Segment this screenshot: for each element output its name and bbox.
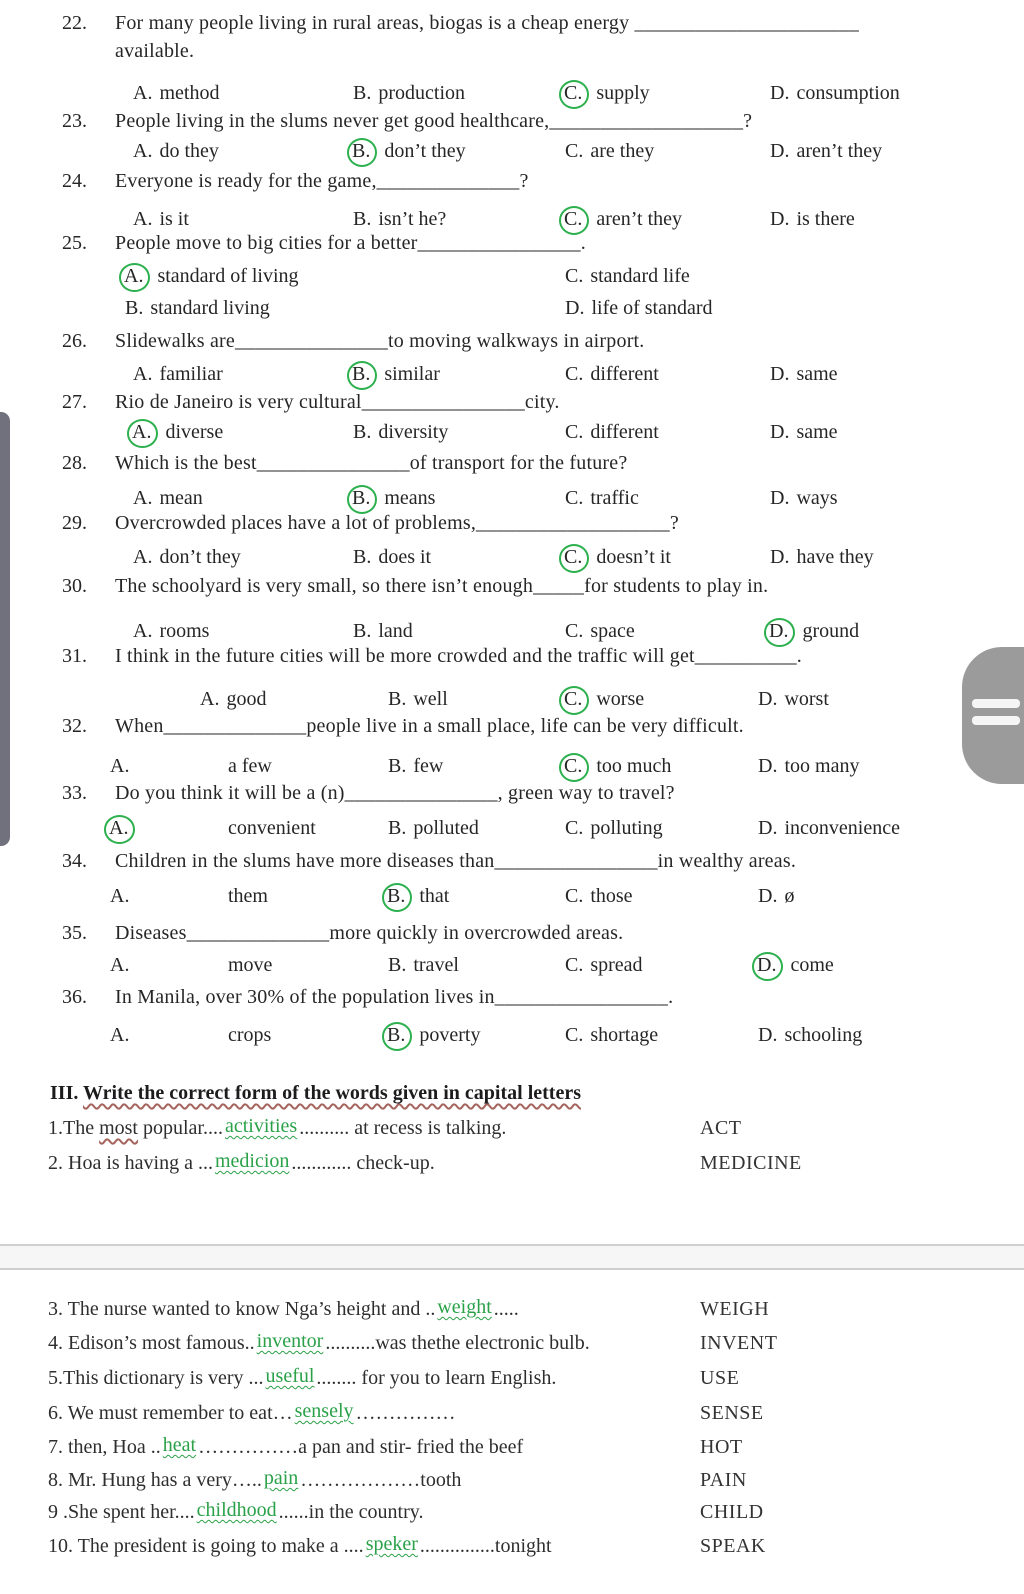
option-label: does it — [378, 546, 432, 568]
option-a — [125, 265, 299, 290]
item-text: popular.... — [138, 1117, 223, 1139]
option-d — [758, 1024, 862, 1047]
option-b — [388, 954, 459, 977]
option-letter: C. — [565, 1024, 584, 1046]
capital-keyword: PAIN — [700, 1469, 747, 1491]
option-letter: B. — [353, 546, 372, 568]
option-label: doesn’t it — [596, 546, 671, 568]
option-label: that — [419, 885, 450, 907]
correct-answer-circle: A. — [127, 419, 158, 448]
option-b — [353, 208, 446, 231]
option-label: same — [796, 363, 838, 385]
option-label: a few — [228, 755, 272, 777]
option-label: poverty — [419, 1024, 481, 1046]
option-label: travel — [413, 954, 459, 976]
option-label: traffic — [590, 487, 639, 509]
option-label: have they — [796, 546, 874, 568]
option-letter: D. — [770, 487, 790, 509]
option-label: those — [590, 885, 633, 907]
item-text: 10. The president is going to make a .... — [48, 1535, 364, 1557]
word-form-item — [48, 1402, 456, 1425]
dotted-leader: .......... — [325, 1332, 376, 1354]
dotted-leader: …………… — [198, 1436, 299, 1458]
handwritten-answer: medicion — [214, 1150, 290, 1172]
option-label: few — [413, 755, 444, 777]
option-c — [565, 817, 663, 840]
option-letter: C. — [565, 620, 584, 642]
option-label: aren’t they — [596, 208, 683, 230]
option-letter: C. — [565, 817, 584, 839]
option-label: space — [590, 620, 635, 642]
question-text: Which is the best_______________of transport for the future? — [115, 452, 628, 474]
option-letter: D. — [758, 817, 778, 839]
option-letter: D. — [758, 885, 778, 907]
question-number: 35. — [62, 922, 87, 944]
option-letter: B. — [353, 82, 372, 104]
option-a — [200, 688, 266, 711]
option-label: schooling — [784, 1024, 863, 1046]
drag-handle-bar-icon — [972, 716, 1020, 725]
option-letter: D. — [758, 688, 778, 710]
handwritten-answer: inventor — [256, 1330, 324, 1352]
correct-answer-circle: C. — [559, 80, 589, 109]
option-b — [388, 817, 479, 840]
question-number: 32. — [62, 715, 87, 737]
correct-answer-circle: C. — [559, 753, 589, 782]
item-text: a pan and stir- fried the beef — [298, 1436, 524, 1458]
dotted-leader: ............... — [419, 1535, 495, 1557]
item-text: was thethe electronic bulb. — [375, 1332, 590, 1354]
option-label: inconvenience — [784, 817, 900, 839]
question-text: Everyone is ready for the game,______________? — [115, 170, 529, 192]
option-label: diverse — [165, 421, 224, 443]
option-letter: C. — [565, 954, 584, 976]
option-c — [565, 755, 671, 780]
option-letter: A. — [133, 363, 153, 385]
question-number: 23. — [62, 110, 87, 132]
dotted-leader: ……………… — [300, 1469, 421, 1491]
capital-keyword: CHILD — [700, 1501, 764, 1523]
question-text: Diseases______________more quickly in overcrowded areas. — [115, 922, 624, 944]
correct-answer-circle: A. — [119, 263, 150, 292]
question-text: Do you think it will be a (n)_______________, green way to travel? — [115, 782, 675, 804]
question-number: 22. — [62, 12, 87, 34]
question-number: 33. — [62, 782, 87, 804]
option-a — [110, 755, 272, 778]
question-number: 34. — [62, 850, 87, 872]
option-d — [770, 140, 882, 163]
option-label: mean — [159, 487, 203, 509]
question-number: 30. — [62, 575, 87, 597]
option-a — [133, 620, 209, 643]
option-a — [133, 82, 219, 105]
option-c — [565, 363, 659, 386]
capital-keyword: WEIGH — [700, 1298, 770, 1320]
option-label: do they — [159, 140, 219, 162]
option-letter: A. — [110, 1024, 130, 1046]
question-text: Overcrowded places have a lot of problems,___________________? — [115, 512, 679, 534]
option-letter: B. — [388, 954, 407, 976]
option-letter: A. — [133, 140, 153, 162]
item-text: tonight — [494, 1535, 552, 1557]
option-c — [565, 1024, 658, 1047]
option-letter: A. — [110, 755, 130, 777]
question-text: People move to big cities for a better________________. — [115, 232, 586, 254]
option-b — [125, 297, 270, 320]
option-letter: A. — [133, 82, 153, 104]
option-d — [770, 487, 838, 510]
option-label: consumption — [796, 82, 900, 104]
option-a — [109, 817, 316, 842]
option-label: is there — [796, 208, 855, 230]
option-letter: C. — [565, 885, 584, 907]
option-c — [565, 208, 682, 233]
option-letter: D. — [770, 546, 790, 568]
option-label: standard living — [150, 297, 270, 319]
option-d — [758, 817, 900, 840]
option-letter: D. — [770, 140, 790, 162]
option-label: familiar — [159, 363, 223, 385]
option-label: move — [228, 954, 273, 976]
option-c — [565, 954, 643, 977]
option-label: shortage — [590, 1024, 659, 1046]
option-letter: B. — [388, 817, 407, 839]
capital-keyword: SENSE — [700, 1402, 764, 1424]
item-text: 5.This dictionary is very ... — [48, 1367, 264, 1389]
word-form-item — [48, 1298, 519, 1321]
word-form-item — [48, 1535, 552, 1558]
item-text: in the country. — [308, 1501, 424, 1523]
option-letter: A. — [133, 208, 153, 230]
option-letter: D. — [565, 297, 585, 319]
question-number: 36. — [62, 986, 87, 1008]
option-label: worse — [596, 688, 645, 710]
question-text: In Manila, over 30% of the population lives in_________________. — [115, 986, 674, 1008]
option-a — [110, 1024, 272, 1047]
question-number: 29. — [62, 512, 87, 534]
option-b — [353, 140, 466, 165]
option-c — [565, 487, 639, 510]
item-text: 8. Mr. Hung has a very….. — [48, 1469, 262, 1491]
option-letter: D. — [758, 1024, 778, 1046]
item-text: 9 .She spent her.... — [48, 1501, 195, 1523]
handwritten-answer: speker — [365, 1533, 418, 1555]
option-letter: A. — [133, 546, 153, 568]
option-b — [353, 363, 440, 388]
option-letter: C. — [565, 421, 584, 443]
option-label: same — [796, 421, 838, 443]
option-a — [133, 421, 223, 446]
question-number: 25. — [62, 232, 87, 254]
option-label: too much — [596, 755, 672, 777]
option-letter: A. — [200, 688, 220, 710]
option-letter: C. — [565, 487, 584, 509]
option-label: are they — [590, 140, 655, 162]
capital-keyword: SPEAK — [700, 1535, 766, 1557]
option-letter: A. — [110, 885, 130, 907]
option-label: means — [384, 487, 436, 509]
option-d — [770, 620, 859, 645]
option-label: good — [226, 688, 267, 710]
option-label: supply — [596, 82, 650, 104]
option-d — [758, 954, 834, 979]
option-label: polluted — [413, 817, 479, 839]
word-form-item — [48, 1501, 423, 1524]
option-letter: B. — [388, 755, 407, 777]
option-a — [110, 885, 268, 908]
option-c — [565, 688, 644, 713]
question-number: 28. — [62, 452, 87, 474]
option-c — [565, 140, 654, 163]
item-text: tooth — [420, 1469, 462, 1491]
option-d — [758, 885, 794, 908]
option-label: different — [590, 421, 659, 443]
option-a — [133, 546, 241, 569]
capital-keyword: HOT — [700, 1436, 743, 1458]
option-d — [770, 208, 855, 231]
option-letter: C. — [565, 363, 584, 385]
option-b — [388, 755, 443, 778]
left-scroll-indicator[interactable] — [0, 412, 10, 846]
handwritten-answer: childhood — [196, 1499, 277, 1521]
question-text: People living in the slums never get good healthcare,___________________? — [115, 110, 753, 132]
correct-answer-circle: C. — [559, 206, 589, 235]
question-text: available. — [115, 40, 195, 62]
option-b — [388, 688, 448, 711]
option-letter: C. — [565, 265, 584, 287]
item-text: for you to learn English. — [361, 1367, 557, 1389]
option-c — [565, 546, 671, 571]
option-label: life of standard — [591, 297, 713, 319]
option-label: don’t they — [159, 546, 241, 568]
question-number: 24. — [62, 170, 87, 192]
option-a — [133, 487, 203, 510]
option-d — [565, 297, 713, 320]
option-label: diversity — [378, 421, 449, 443]
option-letter: D. — [758, 755, 778, 777]
option-label: isn’t he? — [378, 208, 447, 230]
option-a — [133, 208, 189, 231]
option-label: too many — [784, 755, 860, 777]
option-a — [133, 363, 223, 386]
option-label: them — [228, 885, 268, 907]
option-c — [565, 265, 690, 288]
correct-answer-circle: A. — [104, 815, 135, 844]
correct-answer-circle: C. — [559, 544, 589, 573]
capital-keyword: MEDICINE — [700, 1152, 802, 1174]
option-label: ø — [784, 885, 795, 907]
question-text: When______________people live in a small place, life can be very difficult. — [115, 715, 744, 737]
option-c — [565, 82, 650, 107]
option-letter: B. — [388, 688, 407, 710]
option-label: is it — [159, 208, 189, 230]
option-b — [388, 885, 449, 910]
word-form-item — [48, 1332, 590, 1355]
option-a — [133, 140, 219, 163]
option-letter: A. — [110, 954, 130, 976]
option-label: different — [590, 363, 659, 385]
capital-keyword: INVENT — [700, 1332, 778, 1354]
capital-keyword: ACT — [700, 1117, 742, 1139]
question-text: Slidewalks are_______________to moving walkways in airport. — [115, 330, 645, 352]
option-letter: D. — [770, 82, 790, 104]
handwritten-answer: useful — [265, 1365, 315, 1387]
option-b — [353, 620, 413, 643]
option-label: production — [378, 82, 465, 104]
question-number: 26. — [62, 330, 87, 352]
option-label: spread — [590, 954, 643, 976]
handwritten-answer: activities — [225, 1115, 298, 1137]
question-text: The schoolyard is very small, so there isn’t enough_____for students to play in. — [115, 575, 769, 597]
item-text: 4. Edison’s most famous.. — [48, 1332, 255, 1354]
option-b — [353, 546, 431, 569]
word-form-item — [48, 1436, 523, 1459]
option-c — [565, 885, 633, 908]
handwritten-answer: heat — [162, 1434, 197, 1456]
option-d — [770, 421, 838, 444]
capital-keyword: USE — [700, 1367, 740, 1389]
word-form-item — [48, 1117, 506, 1140]
option-letter: A. — [133, 620, 153, 642]
heading-text: Write the correct form of the words given in capital letters — [83, 1082, 581, 1104]
option-label: come — [790, 954, 834, 976]
option-letter: D. — [770, 208, 790, 230]
option-label: ground — [802, 620, 860, 642]
option-label: standard of living — [157, 265, 299, 287]
option-label: convenient — [228, 817, 316, 839]
dotted-leader: ........ — [316, 1367, 362, 1389]
option-label: method — [159, 82, 220, 104]
option-label: don’t they — [384, 140, 466, 162]
option-letter: D. — [770, 363, 790, 385]
word-form-section-heading — [50, 1082, 581, 1105]
option-d — [758, 755, 859, 778]
option-c — [565, 620, 635, 643]
question-text: Rio de Janeiro is very cultural________________city. — [115, 391, 560, 413]
option-b — [388, 1024, 480, 1049]
option-letter: B. — [353, 421, 372, 443]
item-text: 2. Hoa is having a ... — [48, 1152, 213, 1174]
heading-numeral: III. — [50, 1082, 83, 1104]
correct-answer-circle: B. — [347, 138, 377, 167]
option-letter: B. — [125, 297, 144, 319]
option-label: land — [378, 620, 413, 642]
item-text: check-up. — [356, 1152, 435, 1174]
page-break-divider — [0, 1244, 1024, 1270]
option-c — [565, 421, 659, 444]
option-b — [353, 487, 435, 512]
question-text: I think in the future cities will be more crowded and the traffic will get__________. — [115, 645, 803, 667]
option-label: standard life — [590, 265, 690, 287]
option-label: crops — [228, 1024, 272, 1046]
dotted-leader: ..... — [493, 1298, 519, 1320]
item-text: 1.The — [48, 1117, 100, 1139]
option-d — [770, 82, 900, 105]
right-drag-handle[interactable] — [962, 647, 1024, 784]
option-label: polluting — [590, 817, 663, 839]
option-label: worst — [784, 688, 829, 710]
dotted-leader: .......... — [299, 1117, 355, 1139]
correct-answer-circle: B. — [347, 485, 377, 514]
word-form-item — [48, 1469, 461, 1492]
item-text: 6. We must remember to eat… — [48, 1402, 293, 1424]
option-d — [758, 688, 829, 711]
question-text: For many people living in rural areas, biogas is a cheap energy ______________________ — [115, 12, 859, 34]
correct-answer-circle: D. — [764, 618, 795, 647]
handwritten-answer: pain — [263, 1467, 299, 1489]
dotted-leader: …………… — [355, 1402, 456, 1424]
question-number: 27. — [62, 391, 87, 413]
correct-answer-circle: B. — [382, 883, 412, 912]
drag-handle-bar-icon — [972, 699, 1020, 708]
correct-answer-circle: B. — [382, 1022, 412, 1051]
item-text: 3. The nurse wanted to know Nga’s height and .. — [48, 1298, 436, 1320]
word-form-item — [48, 1367, 556, 1390]
option-b — [353, 421, 448, 444]
option-b — [353, 82, 465, 105]
option-letter: A. — [133, 487, 153, 509]
option-letter: B. — [353, 620, 372, 642]
option-label: aren’t they — [796, 140, 883, 162]
question-text: Children in the slums have more diseases than________________in wealthy areas. — [115, 850, 797, 872]
word-form-item — [48, 1152, 435, 1175]
spellcheck-word: most — [99, 1117, 138, 1139]
correct-answer-circle: B. — [347, 361, 377, 390]
option-label: similar — [384, 363, 440, 385]
option-a — [110, 954, 273, 977]
item-text: 7. then, Hoa .. — [48, 1436, 161, 1458]
option-letter: D. — [770, 421, 790, 443]
option-label: rooms — [159, 620, 210, 642]
correct-answer-circle: C. — [559, 686, 589, 715]
option-label: ways — [796, 487, 838, 509]
question-number: 31. — [62, 645, 87, 667]
option-label: well — [413, 688, 448, 710]
option-letter: B. — [353, 208, 372, 230]
option-d — [770, 363, 838, 386]
correct-answer-circle: D. — [752, 952, 783, 981]
dotted-leader: ............ — [291, 1152, 357, 1174]
item-text: at recess is talking. — [354, 1117, 507, 1139]
option-letter: C. — [565, 140, 584, 162]
handwritten-answer: weight — [437, 1296, 492, 1318]
dotted-leader: ...... — [278, 1501, 309, 1523]
option-d — [770, 546, 874, 569]
handwritten-answer: sensely — [294, 1400, 354, 1422]
